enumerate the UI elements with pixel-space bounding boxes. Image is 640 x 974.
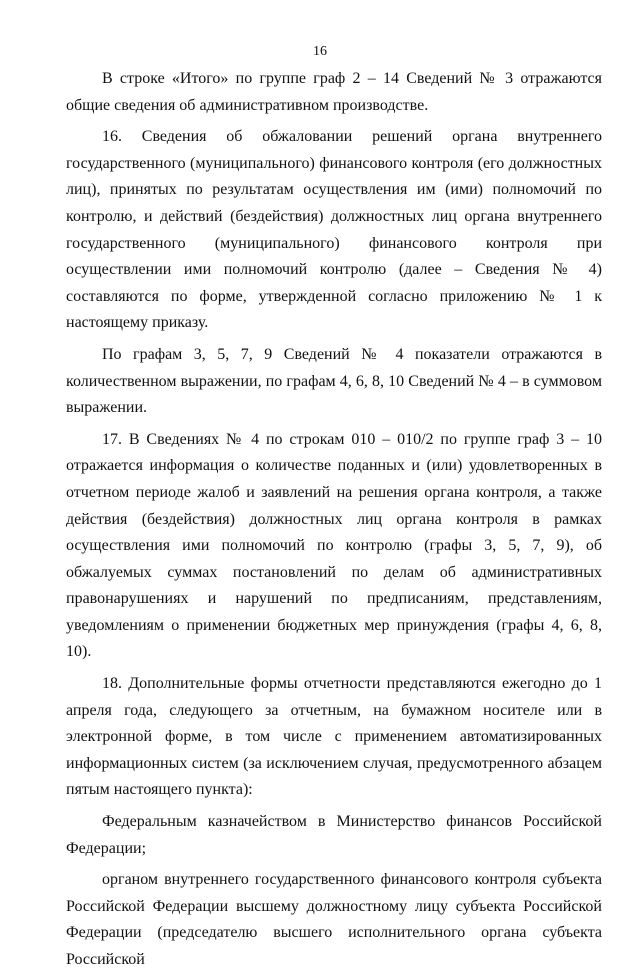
- paragraph-17: 17. В Сведениях № 4 по строкам 010 – 010/2 по группе граф 3 – 10 отражается информация о количестве поданных и (или) удовлетворенных в отчетном периоде жалоб и заявлений на решения органа контроля, а также действия (бездействия) должностных лиц органа контроля в рамках осуществления ими полномочий по контролю (графы 3, 5, 7, 9), об обжалуемых суммах постановлений по делам об административных правонарушениях и нарушений по предписаниям, представлениям, уведомлениям о применении бюджетных мер принуждения (графы 4, 6, 8, 10).: [66, 430, 602, 661]
- paragraph-itogo: В строке «Итого» по группе граф 2 – 14 Сведений № 3 отражаются общие сведения об административном производстве.: [66, 70, 602, 114]
- paragraph-graphs: По графам 3, 5, 7, 9 Сведений № 4 показатели отражаются в количественном выражении, по графам 4, 6, 8, 10 Сведений № 4 – в суммовом выражении.: [66, 345, 602, 417]
- page-number: 16: [313, 44, 327, 59]
- paragraph-16: 16. Сведения об обжаловании решений органа внутреннего государственного (муниципального) финансового контроля (его должностных лиц), принятых по результатам осуществления им (ими) полномочий по контролю, и действий (бездействия) должностных лиц органа внутреннего государственного (муниципального) финансового контроля при осуществлении ими полномочий контролю (далее – Сведения № 4) составляются по форме, утвержденной согласно приложению № 1 к настоящему приказу.: [66, 128, 602, 332]
- document-body: [66, 66, 602, 974]
- paragraph-regional-body: органом внутреннего государственного финансового контроля субъекта Российской Федерации высшему должностному лицу субъекта Российской Федерации (председателю высшего исполнительного органа субъекта Российской: [66, 871, 602, 968]
- paragraph-18: 18. Дополнительные формы отчетности представляются ежегодно до 1 апреля года, следующего за отчетным, на бумажном носителе или в электронной форме, в том числе с применением автоматизированных информационных систем (за исключением случая, предусмотренного абзацем пятым настоящего пункта):: [66, 675, 602, 799]
- paragraph-treasury: Федеральным казначейством в Министерство финансов Российской Федерации;: [66, 813, 602, 857]
